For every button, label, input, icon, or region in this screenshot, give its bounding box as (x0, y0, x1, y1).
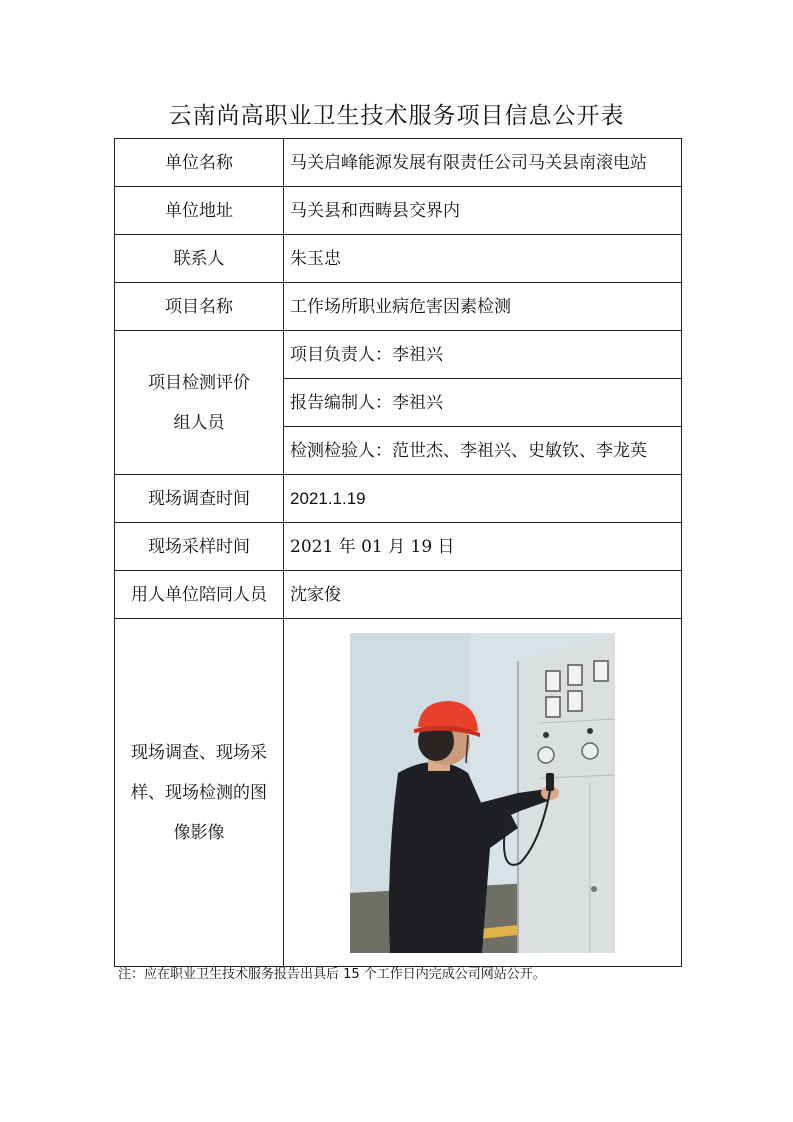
escort-value: 沈家俊 (284, 571, 682, 619)
images-label: 现场调查、现场采样、现场检测的图像影像 (131, 742, 267, 843)
project-name-value: 工作场所职业病危害因素检测 (284, 283, 682, 331)
team-label: 项目检测评价组人员 (148, 372, 250, 433)
escort-label: 用人单位陪同人员 (115, 571, 284, 619)
sampling-time-label: 现场采样时间 (115, 523, 284, 571)
team-report-author-value: 报告编制人：李祖兴 (284, 379, 682, 427)
row-sampling-time (115, 523, 682, 571)
row-survey-time (115, 475, 682, 523)
images-cell (284, 619, 682, 967)
company-name-label: 单位名称 (115, 139, 284, 187)
site-inspection-photo (350, 633, 615, 953)
team-leader-value: 项目负责人：李祖兴 (284, 331, 682, 379)
sampling-time-value: 2021 年 01 月 19 日 (284, 523, 682, 571)
row-company-name (115, 139, 682, 187)
company-address-label: 单位地址 (115, 187, 284, 235)
team-inspectors-value: 检测检验人：范世杰、李祖兴、史敏钦、李龙英 (284, 427, 682, 475)
company-address-value: 马关县和西畴县交界内 (284, 187, 682, 235)
row-team-leader (115, 331, 682, 379)
project-name-label: 项目名称 (115, 283, 284, 331)
team-label-cell (115, 331, 284, 475)
contact-value: 朱玉忠 (284, 235, 682, 283)
survey-time-label: 现场调查时间 (115, 475, 284, 523)
row-contact (115, 235, 682, 283)
row-images (115, 619, 682, 967)
row-escort (115, 571, 682, 619)
company-name-value: 马关启峰能源发展有限责任公司马关县南滚电站 (284, 139, 682, 187)
page-title: 云南尚高职业卫生技术服务项目信息公开表 (168, 103, 625, 129)
contact-label: 联系人 (115, 235, 284, 283)
survey-time-value: 2021.1.19 (284, 475, 682, 523)
footnote: 注：应在职业卫生技术服务报告出具后 15 个工作日内完成公司网站公开。 (118, 967, 546, 982)
info-table (114, 138, 682, 967)
row-company-address (115, 187, 682, 235)
images-label-cell (115, 619, 284, 967)
row-project-name (115, 283, 682, 331)
